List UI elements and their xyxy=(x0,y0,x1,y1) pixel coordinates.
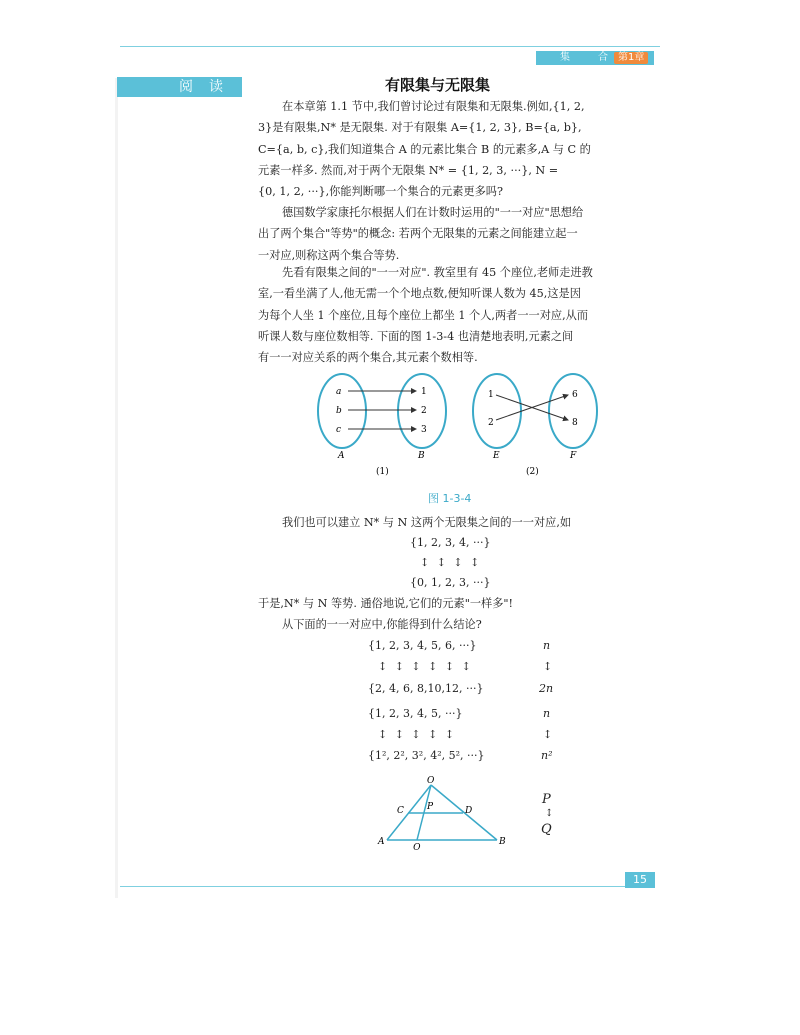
elem-e2: 2 xyxy=(488,418,494,428)
corr3-arrows: ↕ ↕ ↕ ↕ ↕ xyxy=(378,728,457,741)
paragraph-line: 为每个人坐 1 个座位,且每个座位上都坐 1 个人,两者一一对应,从而 xyxy=(258,308,589,322)
set-label-a: A xyxy=(338,451,345,461)
corr3-right-arrow: ↕ xyxy=(543,728,553,741)
corr2-right-bottom: 2n xyxy=(539,682,554,695)
page-number: 15 xyxy=(625,872,655,888)
paragraph-line: 出了两个集合"等势"的概念: 若两个无限集的元素之间能建立起一 xyxy=(258,227,578,241)
paragraph-line: C={a, b, c},我们知道集合 A 的元素比集合 B 的元素多,A 与 C 的 xyxy=(258,142,591,156)
corr2-bottom: {2, 4, 6, 8,10,12, ···} xyxy=(368,682,484,695)
side-arrow: ↕ xyxy=(545,808,554,819)
reading-label-box xyxy=(117,77,242,97)
header-section-2: 合 xyxy=(598,52,608,63)
corr1-bottom: {0, 1, 2, 3, ···} xyxy=(410,576,491,589)
sub-caption-2: (2) xyxy=(526,467,539,477)
paragraph-line: 我们也可以建立 N* 与 N 这两个无限集之间的一一对应,如 xyxy=(282,516,572,529)
sub-caption-1: (1) xyxy=(376,467,389,477)
point-c: C xyxy=(397,806,404,816)
set-label-e: E xyxy=(493,451,500,461)
chapter-header-tag xyxy=(536,51,654,65)
paragraph-line: 室,一看坐满了人,他无需一个个地点数,便知听课人数为 45,这是因 xyxy=(258,287,581,301)
corr2-right-arrow: ↕ xyxy=(543,660,553,673)
side-q: Q xyxy=(541,822,552,837)
side-p: P xyxy=(542,792,551,807)
paragraph-line: 一对应,则称这两个集合等势. xyxy=(258,248,400,262)
reading-label: 阅读 xyxy=(179,79,239,95)
set-f-ellipse xyxy=(549,374,597,448)
page-edge-shade xyxy=(115,78,118,898)
elem-c: c xyxy=(336,425,342,435)
header-section: 集 xyxy=(560,52,570,63)
paragraph-line: 于是,N* 与 N 等势. 通俗地说,它们的元素"一样多"! xyxy=(258,597,514,610)
paragraph-1 xyxy=(258,96,591,202)
header-rule xyxy=(120,46,660,47)
corr3-bottom: {1², 2², 3², 4², 5², ···} xyxy=(368,749,485,762)
paragraph-line: 听课人数与座位数相等. 下面的图 1-3-4 也清楚地表明,元素之间 xyxy=(258,329,574,343)
set-label-f: F xyxy=(570,451,577,461)
paragraph-3 xyxy=(258,262,593,368)
paragraph-line: 从下面的一一对应中,你能得到什么结论? xyxy=(282,618,482,632)
paragraph-line: 在本章第 1.1 节中,我们曾讨论过有限集和无限集.例如,{1, 2, xyxy=(282,100,585,113)
point-q: Q xyxy=(413,843,421,850)
point-d: D xyxy=(465,806,473,816)
page-title: 有限集与无限集 xyxy=(385,76,491,94)
paragraph-line: 3}是有限集,N* 是无限集. 对于有限集 A={1, 2, 3}, B={a, b}, xyxy=(258,121,582,135)
footer-rule xyxy=(120,886,625,887)
corr2-right-top: n xyxy=(543,639,551,652)
corr3-right-bottom: n² xyxy=(541,749,553,762)
elem-2: 2 xyxy=(421,406,427,416)
elem-f8: 8 xyxy=(572,418,578,428)
corr1-arrows: ↕ ↕ ↕ ↕ xyxy=(420,556,482,569)
figure-1-3-4 xyxy=(300,370,630,480)
paragraph-line: 元素一样多. 然而,对于两个无限集 N* = {1, 2, 3, ···}, N = xyxy=(258,163,559,177)
corr2-top: {1, 2, 3, 4, 5, 6, ···} xyxy=(368,639,477,652)
elem-a: a xyxy=(336,387,342,397)
paragraph-line: 德国数学家康托尔根据人们在计数时运用的"一一对应"思想给 xyxy=(282,206,584,219)
header-chapter: 第1章 xyxy=(614,52,648,64)
paragraph-4 xyxy=(282,512,571,533)
elem-e1: 1 xyxy=(488,390,494,400)
point-a: A xyxy=(378,837,385,847)
set-label-b: B xyxy=(418,451,425,461)
paragraph-line: 有一一对应关系的两个集合,其元素个数相等. xyxy=(258,351,478,365)
set-e-ellipse xyxy=(473,374,521,448)
figure-caption: 图 1-3-4 xyxy=(428,492,472,505)
elem-3: 3 xyxy=(421,425,427,435)
point-o: O xyxy=(427,776,435,786)
point-p: P xyxy=(427,802,434,812)
corr3-right-top: n xyxy=(543,707,551,720)
corr1-top: {1, 2, 3, 4, ···} xyxy=(410,536,491,549)
paragraph-line: {0, 1, 2, ···},你能判断哪一个集合的元素更多吗? xyxy=(258,185,503,199)
corr3-top: {1, 2, 3, 4, 5, ···} xyxy=(368,707,463,720)
point-b: B xyxy=(499,837,506,847)
elem-b: b xyxy=(336,406,342,416)
triangle-figure xyxy=(375,775,515,850)
set-a-ellipse xyxy=(318,374,366,448)
paragraph-line: 先看有限集之间的"一一对应". 教室里有 45 个座位,老师走进教 xyxy=(282,266,593,279)
paragraph-5 xyxy=(258,593,513,636)
paragraph-2 xyxy=(258,202,583,266)
corr2-arrows: ↕ ↕ ↕ ↕ ↕ ↕ xyxy=(378,660,473,673)
elem-f6: 6 xyxy=(572,390,578,400)
elem-1: 1 xyxy=(421,387,427,397)
